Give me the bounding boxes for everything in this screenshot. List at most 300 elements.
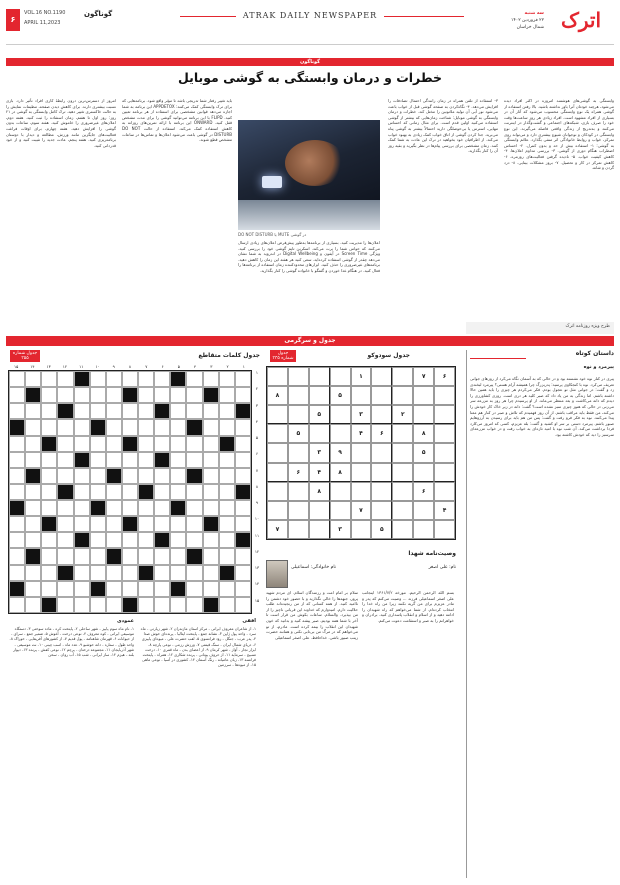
crossword-cell[interactable]	[106, 387, 122, 403]
crossword-cell[interactable]	[186, 581, 202, 597]
crossword-cell[interactable]	[186, 468, 202, 484]
crossword-cell[interactable]	[138, 452, 154, 468]
sudoku-cell[interactable]	[267, 482, 288, 501]
crossword-cell[interactable]	[90, 403, 106, 419]
sudoku-cell[interactable]	[351, 482, 372, 501]
crossword-cell[interactable]	[41, 565, 57, 581]
sudoku-cell[interactable]: ۳	[351, 405, 372, 424]
crossword-cell[interactable]	[90, 565, 106, 581]
sudoku-cell[interactable]	[371, 367, 392, 386]
sudoku-cell[interactable]: ۵	[413, 443, 434, 462]
crossword-cell[interactable]	[90, 371, 106, 387]
sudoku-cell[interactable]	[267, 443, 288, 462]
crossword-cell[interactable]	[106, 371, 122, 387]
crossword-cell[interactable]	[74, 597, 90, 613]
crossword-cell[interactable]	[170, 371, 186, 387]
crossword-cell[interactable]	[170, 565, 186, 581]
crossword-cell[interactable]	[9, 500, 25, 516]
crossword-cell[interactable]	[57, 436, 73, 452]
crossword-cell[interactable]	[122, 484, 138, 500]
crossword-cell[interactable]	[90, 419, 106, 435]
crossword-cell[interactable]	[170, 532, 186, 548]
crossword-cell[interactable]	[186, 419, 202, 435]
crossword-cell[interactable]	[74, 565, 90, 581]
sudoku-cell[interactable]	[267, 405, 288, 424]
crossword-cell[interactable]	[90, 532, 106, 548]
crossword-cell[interactable]	[235, 500, 251, 516]
sudoku-cell[interactable]	[392, 367, 413, 386]
crossword-cell[interactable]	[41, 484, 57, 500]
sudoku-cell[interactable]: ۸	[309, 482, 330, 501]
crossword-cell[interactable]	[90, 468, 106, 484]
crossword-cell[interactable]	[170, 597, 186, 613]
crossword-cell[interactable]	[138, 387, 154, 403]
crossword-cell[interactable]	[138, 516, 154, 532]
sudoku-cell[interactable]	[392, 482, 413, 501]
sudoku-cell[interactable]	[351, 520, 372, 539]
crossword-cell[interactable]	[25, 500, 41, 516]
crossword-cell[interactable]	[138, 500, 154, 516]
sudoku-cell[interactable]	[434, 520, 455, 539]
sudoku-cell[interactable]: ۳	[330, 520, 351, 539]
crossword-cell[interactable]	[41, 500, 57, 516]
crossword-cell[interactable]	[170, 452, 186, 468]
sudoku-cell[interactable]	[288, 405, 309, 424]
crossword-cell[interactable]	[203, 387, 219, 403]
crossword-cell[interactable]	[170, 468, 186, 484]
crossword-cell[interactable]	[138, 565, 154, 581]
crossword-cell[interactable]	[106, 548, 122, 564]
sudoku-cell[interactable]: ۶	[288, 463, 309, 482]
sudoku-cell[interactable]	[392, 520, 413, 539]
crossword-cell[interactable]	[203, 500, 219, 516]
crossword-cell[interactable]	[57, 484, 73, 500]
crossword-cell[interactable]	[9, 532, 25, 548]
crossword-cell[interactable]	[138, 532, 154, 548]
crossword-cell[interactable]	[138, 484, 154, 500]
crossword-cell[interactable]	[25, 484, 41, 500]
crossword-cell[interactable]	[25, 468, 41, 484]
crossword-cell[interactable]	[90, 516, 106, 532]
crossword-cell[interactable]	[90, 500, 106, 516]
crossword-cell[interactable]	[186, 548, 202, 564]
crossword-cell[interactable]	[170, 419, 186, 435]
sudoku-cell[interactable]: ۳	[309, 443, 330, 462]
crossword-cell[interactable]	[186, 484, 202, 500]
sudoku-cell[interactable]	[288, 482, 309, 501]
crossword-cell[interactable]	[90, 484, 106, 500]
crossword-cell[interactable]	[41, 468, 57, 484]
sudoku-cell[interactable]: ۶	[413, 482, 434, 501]
crossword-cell[interactable]	[235, 452, 251, 468]
sudoku-cell[interactable]	[288, 501, 309, 520]
crossword-cell[interactable]	[203, 419, 219, 435]
crossword-cell[interactable]	[9, 371, 25, 387]
crossword-cell[interactable]	[90, 436, 106, 452]
crossword-cell[interactable]	[219, 548, 235, 564]
crossword-cell[interactable]	[219, 468, 235, 484]
sudoku-cell[interactable]: ۱	[351, 367, 372, 386]
crossword-cell[interactable]	[235, 436, 251, 452]
crossword-cell[interactable]	[138, 581, 154, 597]
crossword-cell[interactable]	[170, 500, 186, 516]
crossword-cell[interactable]	[25, 371, 41, 387]
crossword-cell[interactable]	[106, 597, 122, 613]
sudoku-cell[interactable]: ۹	[330, 443, 351, 462]
crossword-cell[interactable]	[219, 436, 235, 452]
sudoku-cell[interactable]	[413, 405, 434, 424]
crossword-cell[interactable]	[90, 387, 106, 403]
crossword-cell[interactable]	[41, 516, 57, 532]
crossword-cell[interactable]	[57, 387, 73, 403]
crossword-cell[interactable]	[41, 581, 57, 597]
sudoku-cell[interactable]	[330, 367, 351, 386]
crossword-cell[interactable]	[106, 419, 122, 435]
sudoku-cell[interactable]	[309, 501, 330, 520]
crossword-cell[interactable]	[25, 565, 41, 581]
sudoku-cell[interactable]	[288, 443, 309, 462]
sudoku-cell[interactable]	[434, 386, 455, 405]
crossword-cell[interactable]	[235, 484, 251, 500]
crossword-cell[interactable]	[154, 548, 170, 564]
crossword-cell[interactable]	[122, 532, 138, 548]
crossword-cell[interactable]	[57, 371, 73, 387]
crossword-cell[interactable]	[138, 468, 154, 484]
crossword-cell[interactable]	[235, 548, 251, 564]
crossword-cell[interactable]	[122, 516, 138, 532]
crossword-cell[interactable]	[57, 597, 73, 613]
sudoku-cell[interactable]	[351, 463, 372, 482]
sudoku-cell[interactable]	[330, 405, 351, 424]
sudoku-cell[interactable]	[330, 424, 351, 443]
sudoku-cell[interactable]: ۸	[330, 463, 351, 482]
crossword-cell[interactable]	[122, 436, 138, 452]
sudoku-cell[interactable]: ۴	[309, 463, 330, 482]
crossword-cell[interactable]	[41, 371, 57, 387]
crossword-cell[interactable]	[74, 387, 90, 403]
crossword-cell[interactable]	[122, 371, 138, 387]
crossword-cell[interactable]	[154, 532, 170, 548]
sudoku-cell[interactable]	[434, 443, 455, 462]
crossword-cell[interactable]	[74, 371, 90, 387]
crossword-cell[interactable]	[41, 387, 57, 403]
crossword-cell[interactable]	[219, 484, 235, 500]
crossword-cell[interactable]	[74, 436, 90, 452]
crossword-cell[interactable]	[122, 597, 138, 613]
sudoku-cell[interactable]	[434, 463, 455, 482]
crossword-cell[interactable]	[9, 387, 25, 403]
sudoku-cell[interactable]: ۸	[413, 424, 434, 443]
sudoku-cell[interactable]: ۷	[267, 520, 288, 539]
crossword-cell[interactable]	[106, 500, 122, 516]
crossword-cell[interactable]	[25, 581, 41, 597]
crossword-cell[interactable]	[9, 565, 25, 581]
crossword-cell[interactable]	[138, 371, 154, 387]
sudoku-cell[interactable]: ۵	[309, 405, 330, 424]
crossword-cell[interactable]	[57, 532, 73, 548]
crossword-cell[interactable]	[9, 484, 25, 500]
crossword-cell[interactable]	[57, 419, 73, 435]
crossword-cell[interactable]	[203, 532, 219, 548]
crossword-cell[interactable]	[9, 581, 25, 597]
crossword-cell[interactable]	[235, 387, 251, 403]
crossword-cell[interactable]	[235, 597, 251, 613]
sudoku-cell[interactable]: ۴	[434, 501, 455, 520]
sudoku-cell[interactable]: ۸	[267, 386, 288, 405]
crossword-cell[interactable]	[219, 387, 235, 403]
crossword-cell[interactable]	[219, 419, 235, 435]
crossword-cell[interactable]	[170, 387, 186, 403]
sudoku-cell[interactable]	[267, 463, 288, 482]
crossword-cell[interactable]	[154, 581, 170, 597]
crossword-cell[interactable]	[186, 500, 202, 516]
crossword-cell[interactable]	[219, 452, 235, 468]
crossword-cell[interactable]	[25, 419, 41, 435]
crossword-cell[interactable]	[170, 548, 186, 564]
crossword-cell[interactable]	[106, 516, 122, 532]
crossword-cell[interactable]	[154, 403, 170, 419]
sudoku-cell[interactable]	[309, 386, 330, 405]
crossword-cell[interactable]	[170, 403, 186, 419]
crossword-cell[interactable]	[106, 532, 122, 548]
crossword-cell[interactable]	[122, 452, 138, 468]
crossword-cell[interactable]	[106, 565, 122, 581]
crossword-cell[interactable]	[57, 500, 73, 516]
crossword-cell[interactable]	[186, 516, 202, 532]
crossword-cell[interactable]	[170, 581, 186, 597]
sudoku-cell[interactable]: ۵	[371, 520, 392, 539]
crossword-cell[interactable]	[41, 403, 57, 419]
crossword-cell[interactable]	[90, 548, 106, 564]
crossword-cell[interactable]	[122, 500, 138, 516]
crossword-cell[interactable]	[138, 597, 154, 613]
sudoku-cell[interactable]	[434, 424, 455, 443]
sudoku-cell[interactable]: ۴	[351, 424, 372, 443]
crossword-cell[interactable]	[74, 452, 90, 468]
crossword-cell[interactable]	[138, 436, 154, 452]
crossword-cell[interactable]	[122, 419, 138, 435]
crossword-cell[interactable]	[186, 371, 202, 387]
crossword-cell[interactable]	[106, 581, 122, 597]
crossword-cell[interactable]	[25, 387, 41, 403]
crossword-cell[interactable]	[138, 548, 154, 564]
crossword-cell[interactable]	[203, 597, 219, 613]
crossword-cell[interactable]	[57, 565, 73, 581]
crossword-cell[interactable]	[57, 516, 73, 532]
sudoku-cell[interactable]	[309, 424, 330, 443]
crossword-cell[interactable]	[219, 581, 235, 597]
crossword-cell[interactable]	[170, 436, 186, 452]
crossword-cell[interactable]	[74, 532, 90, 548]
crossword-cell[interactable]	[203, 403, 219, 419]
crossword-cell[interactable]	[41, 436, 57, 452]
crossword-cell[interactable]	[186, 597, 202, 613]
crossword-cell[interactable]	[203, 548, 219, 564]
crossword-cell[interactable]	[74, 484, 90, 500]
sudoku-cell[interactable]	[288, 520, 309, 539]
sudoku-cell[interactable]	[371, 501, 392, 520]
sudoku-cell[interactable]	[267, 424, 288, 443]
crossword-cell[interactable]	[235, 403, 251, 419]
crossword-cell[interactable]	[203, 484, 219, 500]
crossword-cell[interactable]	[57, 468, 73, 484]
crossword-cell[interactable]	[154, 452, 170, 468]
sudoku-cell[interactable]: ۷	[351, 501, 372, 520]
crossword-cell[interactable]	[122, 387, 138, 403]
crossword-cell[interactable]	[219, 516, 235, 532]
crossword-cell[interactable]	[219, 597, 235, 613]
crossword-cell[interactable]	[25, 516, 41, 532]
crossword-cell[interactable]	[9, 548, 25, 564]
crossword-cell[interactable]	[235, 371, 251, 387]
sudoku-cell[interactable]	[413, 520, 434, 539]
crossword-cell[interactable]	[138, 419, 154, 435]
crossword-cell[interactable]	[154, 371, 170, 387]
sudoku-cell[interactable]	[309, 367, 330, 386]
sudoku-cell[interactable]	[392, 424, 413, 443]
crossword-cell[interactable]	[219, 371, 235, 387]
crossword-cell[interactable]	[9, 436, 25, 452]
crossword-cell[interactable]	[203, 452, 219, 468]
crossword-cell[interactable]	[170, 516, 186, 532]
crossword-cell[interactable]	[122, 581, 138, 597]
sudoku-cell[interactable]: ۶	[434, 367, 455, 386]
crossword-cell[interactable]	[41, 419, 57, 435]
crossword-cell[interactable]	[154, 484, 170, 500]
sudoku-cell[interactable]	[330, 501, 351, 520]
crossword-cell[interactable]	[154, 436, 170, 452]
crossword-cell[interactable]	[106, 484, 122, 500]
sudoku-cell[interactable]	[413, 386, 434, 405]
crossword-cell[interactable]	[219, 500, 235, 516]
sudoku-cell[interactable]	[434, 405, 455, 424]
crossword-cell[interactable]	[9, 452, 25, 468]
crossword-cell[interactable]	[186, 387, 202, 403]
crossword-cell[interactable]	[74, 403, 90, 419]
sudoku-cell[interactable]	[413, 501, 434, 520]
crossword-cell[interactable]	[154, 468, 170, 484]
sudoku-cell[interactable]	[392, 463, 413, 482]
crossword-cell[interactable]	[186, 403, 202, 419]
sudoku-cell[interactable]: ۶	[371, 424, 392, 443]
crossword-cell[interactable]	[203, 371, 219, 387]
sudoku-cell[interactable]	[392, 501, 413, 520]
sudoku-grid[interactable]	[266, 366, 456, 540]
sudoku-cell[interactable]	[288, 386, 309, 405]
crossword-cell[interactable]	[41, 597, 57, 613]
crossword-grid[interactable]	[8, 370, 252, 614]
crossword-cell[interactable]	[9, 468, 25, 484]
crossword-cell[interactable]	[41, 548, 57, 564]
crossword-cell[interactable]	[25, 403, 41, 419]
crossword-cell[interactable]	[154, 500, 170, 516]
crossword-cell[interactable]	[106, 452, 122, 468]
crossword-cell[interactable]	[203, 516, 219, 532]
crossword-cell[interactable]	[74, 419, 90, 435]
crossword-cell[interactable]	[57, 581, 73, 597]
crossword-cell[interactable]	[9, 403, 25, 419]
sudoku-cell[interactable]	[371, 482, 392, 501]
sudoku-cell[interactable]: ۵	[288, 424, 309, 443]
crossword-cell[interactable]	[74, 468, 90, 484]
crossword-cell[interactable]	[74, 548, 90, 564]
crossword-cell[interactable]	[154, 516, 170, 532]
crossword-cell[interactable]	[25, 597, 41, 613]
crossword-cell[interactable]	[186, 436, 202, 452]
sudoku-cell[interactable]	[267, 367, 288, 386]
sudoku-cell[interactable]	[371, 443, 392, 462]
crossword-cell[interactable]	[235, 516, 251, 532]
sudoku-cell[interactable]	[371, 405, 392, 424]
crossword-cell[interactable]	[203, 468, 219, 484]
crossword-cell[interactable]	[219, 403, 235, 419]
crossword-cell[interactable]	[9, 516, 25, 532]
crossword-cell[interactable]	[235, 565, 251, 581]
crossword-cell[interactable]	[90, 452, 106, 468]
sudoku-cell[interactable]	[371, 463, 392, 482]
sudoku-cell[interactable]	[351, 443, 372, 462]
crossword-cell[interactable]	[122, 548, 138, 564]
sudoku-cell[interactable]	[330, 482, 351, 501]
sudoku-cell[interactable]	[434, 482, 455, 501]
sudoku-cell[interactable]	[392, 386, 413, 405]
crossword-cell[interactable]	[122, 403, 138, 419]
crossword-cell[interactable]	[25, 548, 41, 564]
sudoku-cell[interactable]	[288, 367, 309, 386]
crossword-cell[interactable]	[154, 597, 170, 613]
crossword-cell[interactable]	[203, 581, 219, 597]
crossword-cell[interactable]	[9, 419, 25, 435]
sudoku-cell[interactable]	[267, 501, 288, 520]
crossword-cell[interactable]	[106, 468, 122, 484]
crossword-cell[interactable]	[9, 597, 25, 613]
sudoku-cell[interactable]: ۲	[392, 405, 413, 424]
crossword-cell[interactable]	[138, 403, 154, 419]
crossword-cell[interactable]	[122, 565, 138, 581]
crossword-cell[interactable]	[235, 581, 251, 597]
sudoku-cell[interactable]	[413, 463, 434, 482]
crossword-cell[interactable]	[235, 532, 251, 548]
crossword-cell[interactable]	[57, 452, 73, 468]
crossword-cell[interactable]	[41, 532, 57, 548]
crossword-cell[interactable]	[154, 419, 170, 435]
crossword-cell[interactable]	[25, 452, 41, 468]
sudoku-cell[interactable]	[351, 386, 372, 405]
sudoku-cell[interactable]	[309, 520, 330, 539]
crossword-cell[interactable]	[235, 419, 251, 435]
crossword-cell[interactable]	[57, 548, 73, 564]
sudoku-cell[interactable]: ۷	[413, 367, 434, 386]
crossword-cell[interactable]	[154, 565, 170, 581]
crossword-cell[interactable]	[74, 581, 90, 597]
sudoku-cell[interactable]	[371, 386, 392, 405]
crossword-cell[interactable]	[219, 532, 235, 548]
crossword-cell[interactable]	[74, 516, 90, 532]
crossword-cell[interactable]	[122, 468, 138, 484]
crossword-cell[interactable]	[154, 387, 170, 403]
crossword-cell[interactable]	[219, 565, 235, 581]
crossword-cell[interactable]	[41, 452, 57, 468]
sudoku-cell[interactable]: ۵	[330, 386, 351, 405]
crossword-cell[interactable]	[74, 500, 90, 516]
crossword-cell[interactable]	[170, 484, 186, 500]
crossword-cell[interactable]	[106, 403, 122, 419]
crossword-cell[interactable]	[203, 565, 219, 581]
crossword-cell[interactable]	[25, 532, 41, 548]
crossword-cell[interactable]	[186, 532, 202, 548]
crossword-cell[interactable]	[90, 597, 106, 613]
crossword-cell[interactable]	[186, 452, 202, 468]
